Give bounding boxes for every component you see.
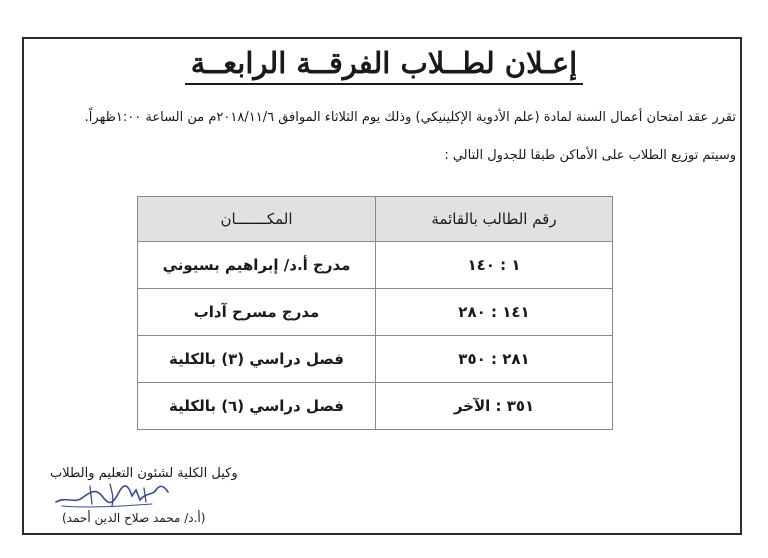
table-row [138,242,613,289]
student-range-cell: ١٤١ : ٢٨٠ [376,289,613,336]
distribution-note: وسيتم توزيع الطلاب على الأماكن طبقا للجدول التالي : [444,148,736,163]
location-cell: فصل دراسي (٣) بالكلية [138,336,376,383]
handwritten-signature [52,478,172,512]
table-row [138,336,613,383]
signatory-title: وكيل الكلية لشئون التعليم والطلاب [50,466,238,481]
student-range-cell: ٢٨١ : ٣٥٠ [376,336,613,383]
student-range-cell: ١ : ١٤٠ [376,242,613,289]
header-location: المكـــــــان [138,197,376,242]
location-cell: فصل دراسي (٦) بالكلية [138,383,376,430]
announcement-title-text: إعـلان لطــلاب الفرقــة الرابعــة [185,46,584,85]
header-student-range: رقم الطالب بالقائمة [376,197,613,242]
signatory-name: (أ.د/ محمد صلاح الدين أحمد) [62,511,206,525]
announcement-title [0,46,768,80]
student-range-cell: ٣٥١ : الآخر [376,383,613,430]
schedule-header-row [138,197,613,242]
schedule-table [137,196,613,430]
table-row [138,289,613,336]
location-cell: مدرج مسرح آداب [138,289,376,336]
exam-announcement-text: تقرر عقد امتحان أعمال السنة لمادة (علم الأدوية الإكلينيكي) وذلك يوم الثلاثاء الموافق ٢٠١٨/١١/٦م من الساعة ١:٠٠ظهراً. [84,110,736,125]
location-cell: مدرج أ.د/ إبراهيم بسيوني [138,242,376,289]
table-row [138,383,613,430]
